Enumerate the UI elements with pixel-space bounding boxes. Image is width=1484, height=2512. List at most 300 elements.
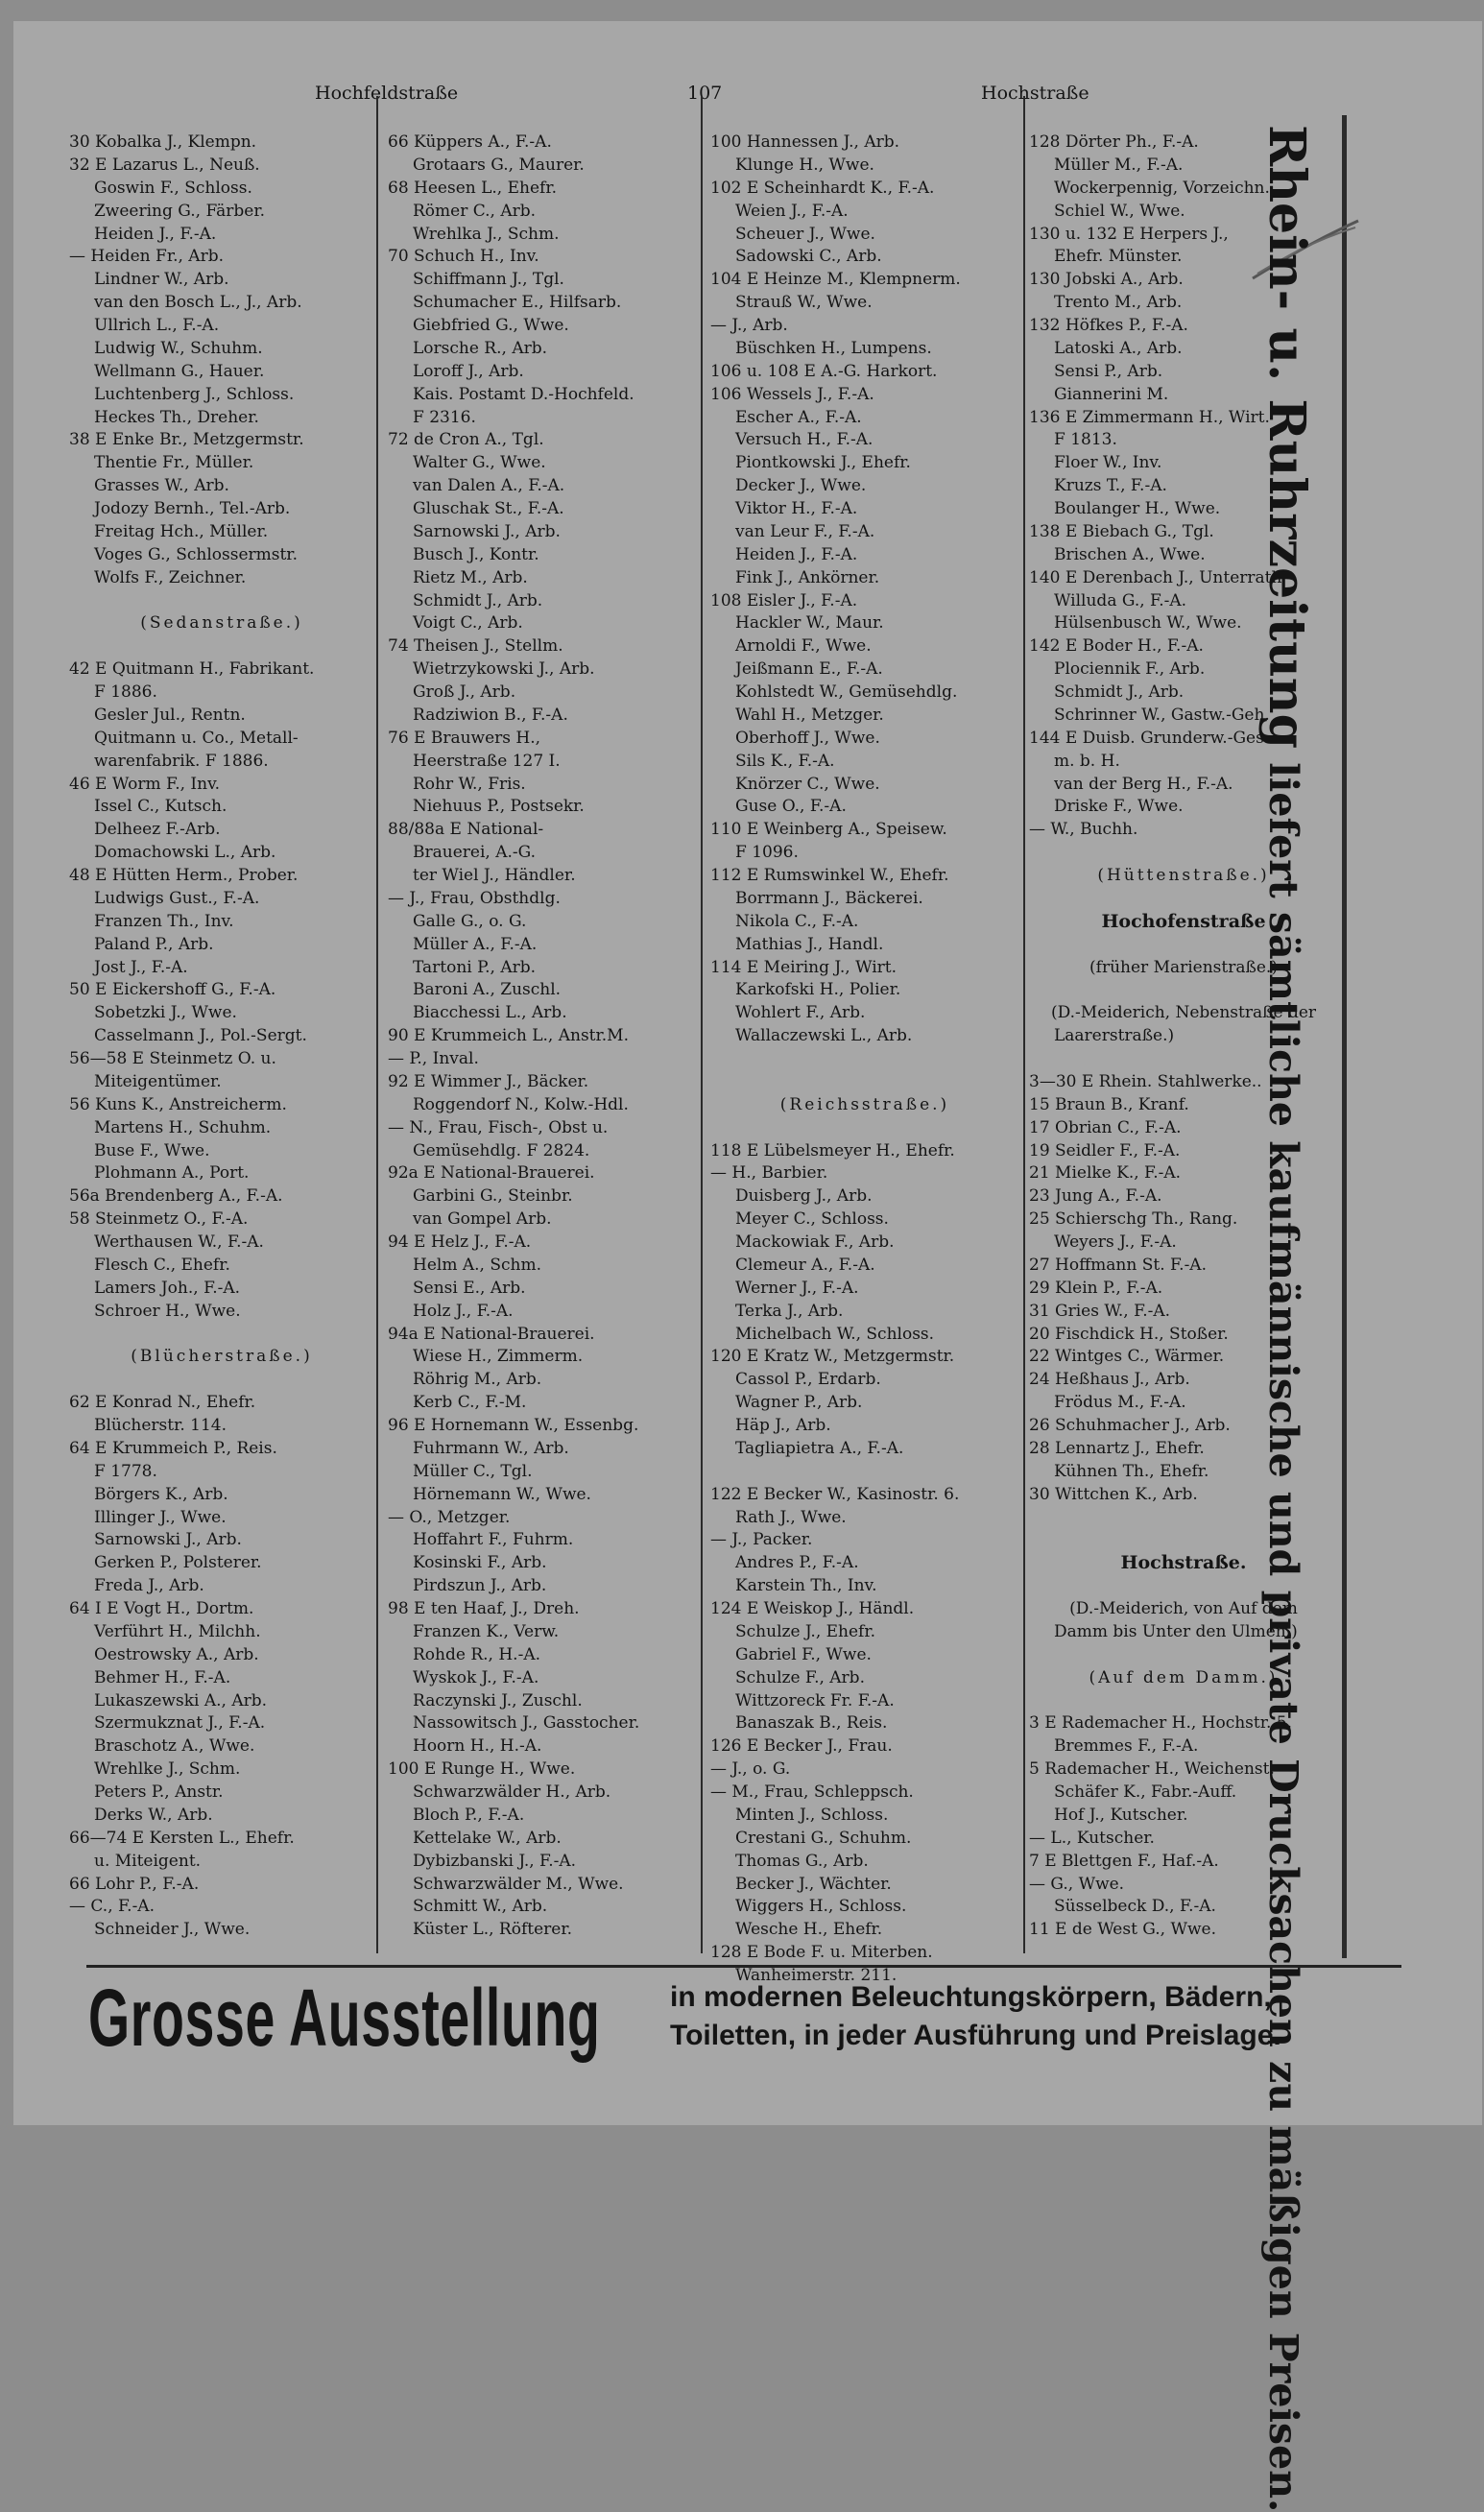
directory-entry: Heckes Th., Dreher. <box>94 407 259 427</box>
street-crossing-note: (D.-Meiderich, von Auf dem <box>1069 1599 1298 1618</box>
directory-entry: Goswin F., Schloss. <box>94 178 252 198</box>
directory-entry: Kais. Postamt D.-Hochfeld. <box>413 384 634 404</box>
directory-entry: Wellmann G., Hauer. <box>94 361 265 381</box>
directory-entry: Lorsche R., Arb. <box>413 338 548 358</box>
directory-entry: 46 E Worm F., Inv. <box>69 774 221 794</box>
directory-entry: Büschken H., Lumpens. <box>735 338 932 358</box>
directory-entry: 58 Steinmetz O., F.-A. <box>69 1209 249 1230</box>
directory-entry: Sils K., F.-A. <box>735 751 835 771</box>
directory-entry: Giannerini M. <box>1054 384 1169 404</box>
directory-entry: Hülsenbusch W., Wwe. <box>1054 613 1242 634</box>
directory-entry: Lukaszewski A., Arb. <box>94 1690 268 1711</box>
directory-entry: 66 Küppers A., F.-A. <box>388 132 552 152</box>
directory-entry: Werner J., F.-A. <box>735 1278 859 1298</box>
directory-entry: Bremmes F., F.-A. <box>1054 1736 1199 1757</box>
directory-entry: Römer C., Arb. <box>413 201 537 221</box>
directory-entry: Wahl H., Metzger. <box>735 705 884 725</box>
directory-entry: Dybizbanski J., F.-A. <box>413 1851 577 1871</box>
directory-entry: Crestani G., Schuhm. <box>735 1828 912 1848</box>
column-divider <box>1023 96 1025 1953</box>
directory-entry: 114 E Meiring J., Wirt. <box>710 957 898 977</box>
directory-entry: — C., F.-A. <box>69 1897 155 1917</box>
directory-entry: 110 E Weinberg A., Speisew. <box>710 820 947 840</box>
header-left-street: Hochfeldstraße <box>315 83 459 104</box>
directory-entry: 11 E de West G., Wwe. <box>1029 1920 1216 1940</box>
directory-entry: Kruzs T., F.-A. <box>1054 476 1167 496</box>
directory-entry: 132 Höfkes P., F.-A. <box>1029 316 1188 335</box>
directory-entry: Borrmann J., Bäckerei. <box>735 888 923 908</box>
directory-entry: Buse F., Wwe. <box>94 1140 210 1160</box>
directory-entry: Plociennik F., Arb. <box>1054 659 1206 680</box>
directory-entry: — M., Frau, Schleppsch. <box>710 1782 914 1802</box>
directory-entry: Freda J., Arb. <box>94 1576 204 1596</box>
directory-entry: Versuch H., F.-A. <box>735 430 874 450</box>
ad-separator-line <box>86 1965 1401 1968</box>
directory-entry: 104 E Heinze M., Klempnerm. <box>710 270 961 290</box>
directory-entry: Küster L., Röfterer. <box>413 1920 572 1940</box>
directory-entry: Schneider J., Wwe. <box>94 1920 251 1940</box>
directory-entry: Strauß W., Wwe. <box>735 293 873 313</box>
directory-entry: — H., Barbier. <box>710 1163 828 1184</box>
directory-entry: Werthausen W., F.-A. <box>94 1232 264 1252</box>
directory-entry: 102 E Scheinhardt K., F.-A. <box>710 178 935 198</box>
blank-line <box>710 1117 1019 1140</box>
directory-entry: Sensi E., Arb. <box>413 1278 526 1298</box>
directory-entry: Sensi P., Arb. <box>1054 361 1163 381</box>
directory-entry: Illinger J., Wwe. <box>94 1507 227 1527</box>
directory-entry: Gerken P., Polsterer. <box>94 1553 262 1573</box>
directory-entry: Sarnowski J., Arb. <box>413 521 561 541</box>
directory-entry: Driske F., Wwe. <box>1054 797 1184 817</box>
directory-entry: 56 Kuns K., Anstreicherm. <box>69 1094 287 1114</box>
directory-entry: Floer W., Inv. <box>1054 453 1162 473</box>
directory-entry: Röhrig M., Arb. <box>413 1370 542 1390</box>
directory-entry: Tagliapietra A., F.-A. <box>735 1438 904 1458</box>
directory-entry: Nikola C., F.-A. <box>735 911 859 931</box>
directory-entry: Escher A., F.-A. <box>735 407 862 427</box>
directory-entry: Trento M., Arb. <box>1054 293 1183 313</box>
directory-entry: Wallaczewski L., Arb. <box>735 1026 913 1046</box>
directory-entry: ter Wiel J., Händler. <box>413 866 576 885</box>
directory-entry: Zweering G., Färber. <box>94 201 265 221</box>
directory-entry: 128 Dörter Ph., F.-A. <box>1029 132 1199 152</box>
side-ad-text: liefert sämtliche kaufmännische und private Drucksachen zu mäßigen Preisen. <box>1260 762 1306 2512</box>
directory-entry: Kohlstedt W., Gemüsehdlg. <box>735 682 958 702</box>
directory-entry: Wrehlke J., Schm. <box>94 1759 241 1780</box>
directory-entry: 56—58 E Steinmetz O. u. <box>69 1049 276 1068</box>
directory-entry: van Leur F., F.-A. <box>735 521 875 541</box>
directory-entry: Schwarzwälder H., Arb. <box>413 1782 611 1802</box>
directory-entry: 94 E Helz J., F.-A. <box>388 1232 532 1252</box>
directory-entry: Knörzer C., Wwe. <box>735 774 880 794</box>
directory-entry: Freitag Hch., Müller. <box>94 521 269 541</box>
directory-entry: Schmidt J., Arb. <box>413 590 543 610</box>
directory-entry: Lamers Joh., F.-A. <box>94 1278 241 1298</box>
directory-entry: Fink J., Ankörner. <box>735 567 880 587</box>
directory-entry: Weyers J., F.-A. <box>1054 1232 1177 1252</box>
directory-entry: F 1886. <box>94 682 157 702</box>
directory-entry: Piontkowski J., Ehefr. <box>735 453 911 473</box>
directory-entry: Franzen Th., Inv. <box>94 911 234 931</box>
directory-entry: Rath J., Wwe. <box>735 1507 847 1527</box>
street-heading: Hochstraße. <box>1120 1552 1247 1574</box>
column-divider <box>701 96 703 1953</box>
directory-entry: 21 Mielke K., F.-A. <box>1029 1163 1182 1184</box>
directory-entry: — L., Kutscher. <box>1029 1828 1155 1848</box>
street-heading: Hochofenstraße <box>1101 910 1266 932</box>
directory-entry: Wockerpennig, Vorzeichn. <box>1054 178 1270 198</box>
directory-entry: Gesler Jul., Rentn. <box>94 705 246 725</box>
directory-entry: 100 E Runge H., Wwe. <box>388 1759 576 1780</box>
directory-entry: 140 E Derenbach J., Unterrath <box>1029 567 1282 587</box>
directory-entry: 5 Rademacher H., Weichenst. <box>1029 1759 1275 1780</box>
blank-line <box>710 1048 1019 1071</box>
directory-entry: F 1813. <box>1054 430 1117 450</box>
directory-entry: 96 E Hornemann W., Essenbg. <box>388 1416 639 1435</box>
directory-entry: Mackowiak F., Arb. <box>735 1232 895 1252</box>
directory-entry: 48 E Hütten Herm., Prober. <box>69 866 299 885</box>
blank-line <box>710 1071 1019 1094</box>
directory-column-1 <box>69 132 374 1942</box>
page-number: 107 <box>687 83 723 104</box>
directory-entry: Cassol P., Erdarb. <box>735 1370 881 1390</box>
directory-entry: Terka J., Arb. <box>735 1301 844 1321</box>
directory-entry: 64 E Krummeich P., Reis. <box>69 1438 277 1458</box>
directory-entry: 66 Lohr P., F.-A. <box>69 1874 200 1894</box>
directory-entry: 3 E Rademacher H., Hochstr. 5. <box>1029 1713 1293 1734</box>
directory-entry: Heiden J., F.-A. <box>735 544 858 564</box>
directory-entry: Minten J., Schloss. <box>735 1805 889 1825</box>
directory-entry: 92a E National-Brauerei. <box>388 1163 595 1184</box>
directory-entry: Heerstraße 127 I. <box>413 751 561 771</box>
directory-entry: 76 E Brauwers H., <box>388 728 541 748</box>
directory-entry: Hörnemann W., Wwe. <box>413 1484 591 1504</box>
directory-entry: Schmidt J., Arb. <box>1054 682 1185 702</box>
directory-entry: — W., Buchh. <box>1029 820 1138 840</box>
directory-entry: Jodozy Bernh., Tel.-Arb. <box>94 499 291 518</box>
directory-entry: 126 E Becker J., Frau. <box>710 1736 893 1757</box>
directory-entry: 118 E Lübelsmeyer H., Ehefr. <box>710 1140 955 1160</box>
directory-entry: 130 u. 132 E Herpers J., <box>1029 224 1229 244</box>
street-crossing-note: (Blücherstraße.) <box>131 1347 313 1367</box>
directory-entry: Laarerstraße.) <box>1054 1026 1175 1046</box>
directory-entry: 108 Eisler J., F.-A. <box>710 590 858 610</box>
directory-entry: Walter G., Wwe. <box>413 453 546 473</box>
directory-entry: 28 Lennartz J., Ehefr. <box>1029 1438 1205 1458</box>
directory-entry: F 2316. <box>413 407 476 427</box>
directory-entry: Wyskok J., F.-A. <box>413 1667 539 1687</box>
directory-entry: Busch J., Kontr. <box>413 544 539 564</box>
directory-entry: 23 Jung A., F.-A. <box>1029 1186 1162 1207</box>
directory-entry: — G., Wwe. <box>1029 1874 1125 1894</box>
directory-entry: Paland P., Arb. <box>94 934 214 954</box>
directory-entry: Meyer C., Schloss. <box>735 1209 889 1230</box>
directory-entry: 32 E Lazarus L., Neuß. <box>69 155 260 175</box>
side-advertisement <box>1229 125 1344 2512</box>
directory-entry: Tartoni P., Arb. <box>413 957 537 977</box>
directory-entry: Becker J., Wächter. <box>735 1874 892 1894</box>
directory-entry: 92 E Wimmer J., Bäcker. <box>388 1071 589 1091</box>
directory-entry: Ullrich L., F.-A. <box>94 316 220 335</box>
directory-entry: Müller M., F.-A. <box>1054 155 1184 175</box>
ad-headline: Grosse Ausstellung <box>88 1973 601 2063</box>
directory-entry: 72 de Cron A., Tgl. <box>388 430 544 450</box>
directory-entry: 136 E Zimmermann H., Wirt. <box>1029 407 1270 427</box>
directory-entry: — O., Metzger. <box>388 1507 511 1527</box>
ad-line-1: in modernen Beleuchtungskörpern, Bädern, <box>670 1981 1272 2013</box>
directory-entry: Braschotz A., Wwe. <box>94 1736 255 1757</box>
directory-entry: 22 Wintges C., Wärmer. <box>1029 1347 1225 1367</box>
directory-entry: Casselmann J., Pol.-Sergt. <box>94 1026 307 1046</box>
directory-entry: Peters P., Anstr. <box>94 1782 224 1802</box>
directory-entry: 30 Kobalka J., Klempn. <box>69 132 257 152</box>
directory-entry: Schumacher E., Hilfsarb. <box>413 293 622 313</box>
street-crossing-note: (Hüttenstraße.) <box>1097 866 1270 885</box>
directory-entry: 106 Wessels J., F.-A. <box>710 384 874 404</box>
directory-entry: 31 Gries W., F.-A. <box>1029 1301 1171 1321</box>
directory-entry: Willuda G., F.-A. <box>1054 590 1187 610</box>
street-crossing-note: (früher Marienstraße.) <box>1089 957 1278 977</box>
directory-entry: Müller A., F.-A. <box>413 934 538 954</box>
directory-entry: Delheez F.-Arb. <box>94 820 221 840</box>
directory-entry: 30 Wittchen K., Arb. <box>1029 1484 1198 1504</box>
directory-entry: u. Miteigent. <box>94 1851 202 1871</box>
directory-entry: van Gompel Arb. <box>413 1209 552 1230</box>
directory-entry: 142 E Boder H., F.-A. <box>1029 636 1204 657</box>
directory-entry: Schiel W., Wwe. <box>1054 201 1185 221</box>
directory-entry: Müller C., Tgl. <box>413 1461 533 1481</box>
directory-entry: Luchtenberg J., Schloss. <box>94 384 295 404</box>
directory-entry: Wohlert F., Arb. <box>735 1003 866 1023</box>
blank-line <box>69 635 374 658</box>
directory-entry: — Heiden Fr., Arb. <box>69 247 224 267</box>
street-crossing-note: (Auf dem Damm.) <box>1089 1667 1279 1687</box>
directory-entry: Jeißmann E., F.-A. <box>735 659 883 680</box>
directory-entry: Schroer H., Wwe. <box>94 1301 241 1321</box>
directory-entry: Damm bis Unter den Ulmen.) <box>1054 1621 1298 1641</box>
directory-entry: 130 Jobski A., Arb. <box>1029 270 1184 290</box>
directory-entry: 98 E ten Haaf, J., Dreh. <box>388 1599 580 1618</box>
directory-entry: Grasses W., Arb. <box>94 476 229 496</box>
directory-entry: Ehefr. Münster. <box>1054 247 1183 267</box>
directory-entry: Kosinski F., Arb. <box>413 1553 547 1573</box>
blank-line <box>69 1369 374 1392</box>
directory-entry: — P., Inval. <box>388 1049 479 1068</box>
directory-entry: Franzen K., Verw. <box>413 1621 560 1641</box>
directory-entry: 50 E Eickershoff G., F.-A. <box>69 980 276 1000</box>
directory-entry: Sarnowski J., Arb. <box>94 1530 242 1550</box>
directory-entry: van den Bosch L., J., Arb. <box>94 293 302 313</box>
directory-entry: 24 Heßhaus J., Arb. <box>1029 1370 1190 1390</box>
directory-entry: 27 Hoffmann St. F.-A. <box>1029 1255 1207 1275</box>
directory-entry: Baroni A., Zuschl. <box>413 980 562 1000</box>
directory-entry: Schulze J., Ehefr. <box>735 1621 876 1641</box>
directory-entry: Rohde R., H.-A. <box>413 1644 540 1664</box>
directory-entry: 120 E Kratz W., Metzgermstr. <box>710 1347 955 1367</box>
directory-entry: Blücherstr. 114. <box>94 1416 227 1435</box>
directory-entry: Fuhrmann W., Arb. <box>413 1438 569 1458</box>
directory-entry: Clemeur A., F.-A. <box>735 1255 875 1275</box>
directory-entry: Voigt C., Arb. <box>413 613 523 634</box>
directory-entry: 122 E Becker W., Kasinostr. 6. <box>710 1484 960 1504</box>
directory-entry: Oestrowsky A., Arb. <box>94 1644 259 1664</box>
directory-entry: 29 Klein P., F.-A. <box>1029 1278 1163 1298</box>
directory-entry: Hoorn H., H.-A. <box>413 1736 542 1757</box>
directory-entry: Domachowski L., Arb. <box>94 843 276 863</box>
directory-entry: Miteigentümer. <box>94 1071 222 1091</box>
directory-entry: Wittzoreck Fr. F.-A. <box>735 1690 895 1711</box>
newspaper-name: Rhein- u. Ruhrzeitung <box>1257 125 1316 749</box>
directory-entry: Oberhoff J., Wwe. <box>735 728 880 748</box>
directory-entry: Schulze F., Arb. <box>735 1667 865 1687</box>
directory-entry: Heiden J., F.-A. <box>94 224 217 244</box>
directory-entry: Raczynski J., Zuschl. <box>413 1690 583 1711</box>
directory-entry: Galle G., o. G. <box>413 911 527 931</box>
directory-column-2 <box>388 132 697 1942</box>
directory-entry: Wagner P., Arb. <box>735 1393 863 1413</box>
blank-line <box>710 1461 1019 1484</box>
directory-entry: Michelbach W., Schloss. <box>735 1324 935 1344</box>
directory-entry: Mathias J., Handl. <box>735 934 884 954</box>
directory-entry: Ludwig W., Schuhm. <box>94 338 263 358</box>
directory-entry: 7 E Blettgen F., Haf.-A. <box>1029 1851 1219 1871</box>
directory-entry: Guse O., F.-A. <box>735 797 847 817</box>
directory-entry: Hof J., Kutscher. <box>1054 1805 1188 1825</box>
directory-entry: Schwarzwälder M., Wwe. <box>413 1874 624 1894</box>
directory-entry: 19 Seidler F., F.-A. <box>1029 1140 1181 1160</box>
directory-entry: Decker J., Wwe. <box>735 476 867 496</box>
directory-entry: Wietrzykowski J., Arb. <box>413 659 595 680</box>
directory-entry: Klunge H., Wwe. <box>735 155 874 175</box>
directory-entry: Kettelake W., Arb. <box>413 1828 562 1848</box>
directory-entry: Loroff J., Arb. <box>413 361 524 381</box>
directory-entry: Börgers K., Arb. <box>94 1484 228 1504</box>
directory-entry: — J., Frau, Obsthdlg. <box>388 888 561 908</box>
directory-entry: 138 E Biebach G., Tgl. <box>1029 521 1214 541</box>
directory-entry: Gabriel F., Wwe. <box>735 1644 872 1664</box>
directory-entry: 15 Braun B., Kranf. <box>1029 1094 1189 1114</box>
directory-entry: Kühnen Th., Ehefr. <box>1054 1461 1209 1481</box>
directory-entry: Duisberg J., Arb. <box>735 1186 873 1207</box>
directory-entry: Jost J., F.-A. <box>94 957 188 977</box>
directory-entry: Schäfer K., Fabr.-Auff. <box>1054 1782 1237 1802</box>
directory-entry: Sobetzki J., Wwe. <box>94 1003 237 1023</box>
directory-entry: 3—30 E Rhein. Stahlwerke.. <box>1029 1071 1262 1091</box>
directory-entry: Süsselbeck D., F.-A. <box>1054 1897 1216 1917</box>
directory-entry: Ludwigs Gust., F.-A. <box>94 888 260 908</box>
directory-entry: van Dalen A., F.-A. <box>413 476 565 496</box>
directory-entry: van der Berg H., F.-A. <box>1054 774 1233 794</box>
directory-entry: Wiggers H., Schloss. <box>735 1897 907 1917</box>
directory-entry: Garbini G., Steinbr. <box>413 1186 573 1207</box>
directory-entry: Sadowski C., Arb. <box>735 247 882 267</box>
directory-entry: Hoffahrt F., Fuhrm. <box>413 1530 574 1550</box>
directory-entry: — J., Packer. <box>710 1530 813 1550</box>
directory-entry: 62 E Konrad N., Ehefr. <box>69 1393 256 1413</box>
directory-entry: Flesch C., Ehefr. <box>94 1255 230 1275</box>
directory-entry: Nassowitsch J., Gasstocher. <box>413 1713 640 1734</box>
directory-entry: Helm A., Schm. <box>413 1255 541 1275</box>
directory-entry: Frödus M., F.-A. <box>1054 1393 1186 1413</box>
directory-entry: Brauerei, A.-G. <box>413 843 536 863</box>
directory-entry: 94a E National-Brauerei. <box>388 1324 595 1344</box>
directory-entry: Lindner W., Arb. <box>94 270 229 290</box>
directory-entry: 88/88a E National- <box>388 820 544 840</box>
directory-entry: Quitmann u. Co., Metall- <box>94 728 299 748</box>
directory-entry: Niehuus P., Postsekr. <box>413 797 585 817</box>
directory-entry: Martens H., Schuhm. <box>94 1117 272 1137</box>
directory-entry: 124 E Weiskop J., Händl. <box>710 1599 915 1618</box>
directory-entry: 100 Hannessen J., Arb. <box>710 132 900 152</box>
directory-entry: F 1096. <box>735 843 799 863</box>
directory-entry: Hackler W., Maur. <box>735 613 884 634</box>
directory-entry: m. b. H. <box>1054 751 1120 771</box>
directory-entry: Karkofski H., Polier. <box>735 980 901 1000</box>
directory-entry: — J., o. G. <box>710 1759 791 1780</box>
directory-entry: Thomas G., Arb. <box>735 1851 869 1871</box>
directory-entry: Häp J., Arb. <box>735 1416 831 1435</box>
directory-entry: 144 E Duisb. Grunderw.-Ges. <box>1029 728 1270 748</box>
column-divider <box>376 96 378 1953</box>
directory-entry: 70 Schuch H., Inv. <box>388 247 539 267</box>
directory-entry: Gemüsehdlg. F 2824. <box>413 1140 590 1160</box>
directory-entry: Arnoldi F., Wwe. <box>735 636 872 657</box>
directory-entry: Behmer H., F.-A. <box>94 1667 231 1687</box>
directory-entry: Szermukznat J., F.-A. <box>94 1713 266 1734</box>
directory-entry: Schmitt W., Arb. <box>413 1897 548 1917</box>
directory-entry: 128 E Bode F. u. Miterben. <box>710 1943 933 1963</box>
directory-entry: 26 Schuhmacher J., Arb. <box>1029 1416 1231 1435</box>
directory-entry: Wiese H., Zimmerm. <box>413 1347 584 1367</box>
street-crossing-note: (D.-Meiderich, Nebenstraße der <box>1050 1003 1317 1023</box>
directory-entry: 74 Theisen J., Stellm. <box>388 636 563 657</box>
directory-entry: F 1778. <box>94 1461 157 1481</box>
directory-entry: Derks W., Arb. <box>94 1805 213 1825</box>
directory-entry: 25 Schierschg Th., Rang. <box>1029 1209 1238 1230</box>
directory-entry: Groß J., Arb. <box>413 682 516 702</box>
directory-entry: Biacchessi L., Arb. <box>413 1003 567 1023</box>
directory-entry: Bloch P., F.-A. <box>413 1805 525 1825</box>
directory-entry: Wanheimerstr. 211. <box>735 1966 898 1985</box>
directory-entry: 56a Brendenberg A., F.-A. <box>69 1186 283 1207</box>
directory-entry: 90 E Krummeich L., Anstr.M. <box>388 1026 629 1046</box>
directory-entry: Latoski A., Arb. <box>1054 338 1183 358</box>
directory-entry: Voges G., Schlossermstr. <box>94 544 298 564</box>
blank-line <box>69 1324 374 1347</box>
directory-entry: 20 Fischdick H., Stoßer. <box>1029 1324 1229 1344</box>
directory-column-3 <box>710 132 1019 1988</box>
street-crossing-note: (Sedanstraße.) <box>140 613 303 634</box>
directory-entry: Plohmann A., Port. <box>94 1163 250 1184</box>
blank-line <box>69 590 374 613</box>
directory-entry: Brischen A., Wwe. <box>1054 544 1206 564</box>
header-right-street: Hochstraße <box>981 83 1089 104</box>
directory-entry: Boulanger H., Wwe. <box>1054 499 1221 518</box>
directory-entry: Andres P., F.-A. <box>735 1553 859 1573</box>
directory-entry: 68 Heesen L., Ehefr. <box>388 178 557 198</box>
directory-entry: 42 E Quitmann H., Fabrikant. <box>69 659 315 680</box>
directory-entry: 112 E Rumswinkel W., Ehefr. <box>710 866 949 885</box>
directory-entry: Schrinner W., Gastw.-Geh. <box>1054 705 1270 725</box>
directory-entry: 64 I E Vogt H., Dortm. <box>69 1599 254 1618</box>
directory-entry: Wolfs F., Zeichner. <box>94 567 247 587</box>
directory-entry: Thentie Fr., Müller. <box>94 453 254 473</box>
directory-entry: Issel C., Kutsch. <box>94 797 227 817</box>
directory-entry: Viktor H., F.-A. <box>735 499 858 518</box>
directory-entry: Wesche H., Ehefr. <box>735 1920 883 1940</box>
directory-entry: Kerb C., F.-M. <box>413 1393 527 1413</box>
directory-entry: Verführt H., Milchh. <box>94 1621 261 1641</box>
